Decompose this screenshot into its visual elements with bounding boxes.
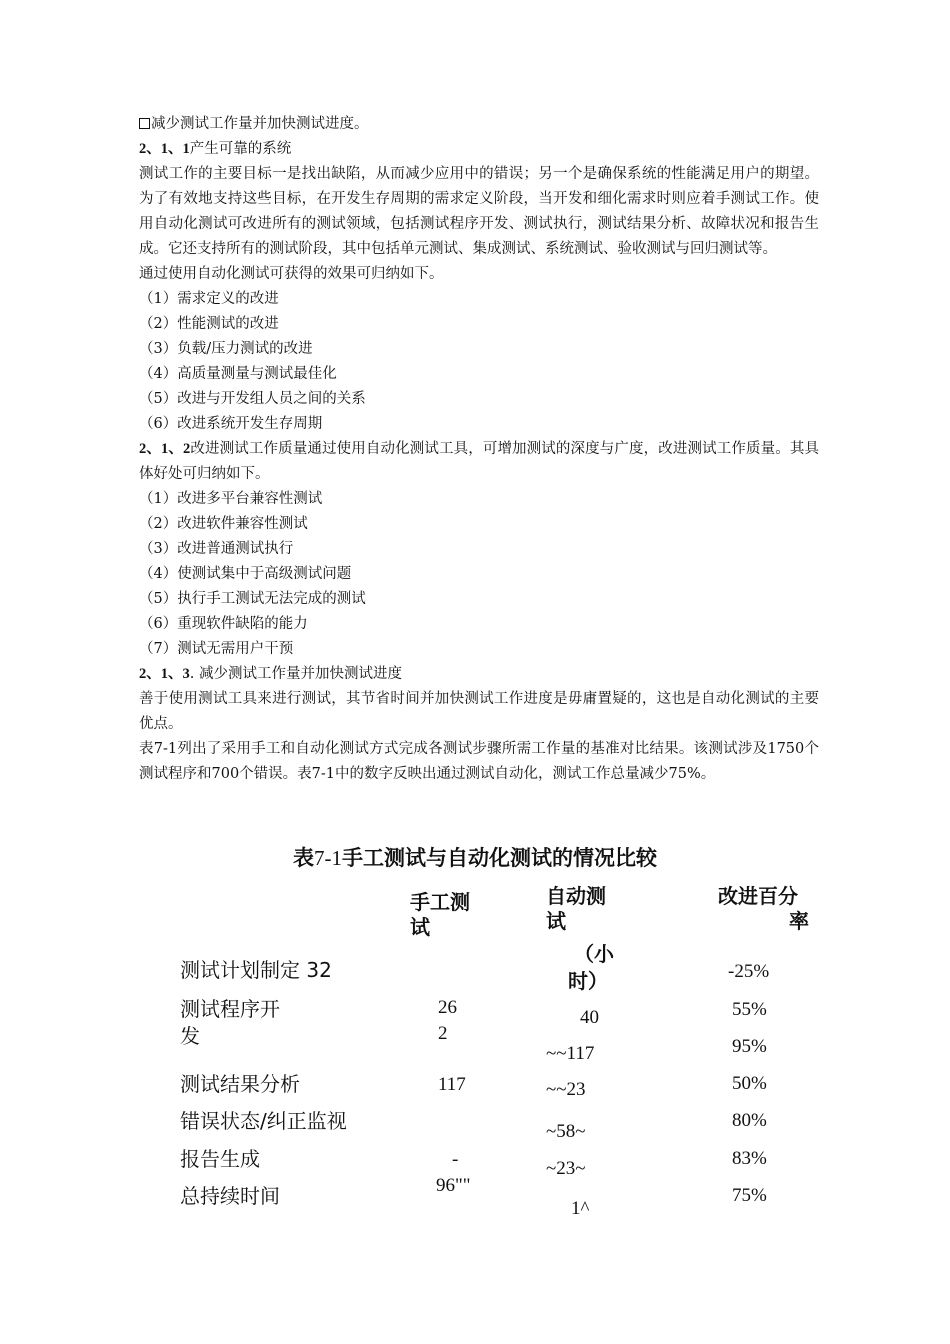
list-item: （1）需求定义的改进 — [139, 291, 279, 307]
header-improvement-cont: 率 — [789, 909, 809, 933]
checkbox-bullet-icon — [139, 118, 150, 129]
section-heading-2-1-2 — [139, 437, 819, 487]
improvement-value: -25% — [728, 961, 770, 982]
section-number: 2、1、3 — [139, 666, 190, 682]
header-manual: 手工测 — [410, 890, 470, 914]
paragraph-effects-intro: 通过使用自动化测试可获得的效果可归纳如下。 — [139, 266, 444, 282]
list-item: （5）改进与开发组人员之间的关系 — [139, 391, 366, 407]
lead-text: 减少测试工作量并加快测试进度。 — [151, 116, 369, 132]
table-title — [0, 842, 950, 872]
list-item: （6）重现软件缺陷的能力 — [139, 616, 308, 632]
section-number: 2、1、1 — [139, 141, 190, 157]
manual-value: 96"" — [436, 1175, 471, 1196]
document-body — [139, 112, 819, 787]
improvement-value: 83% — [732, 1148, 767, 1169]
row-label-test-development: 测试程序开 — [180, 997, 280, 1021]
manual-value: - — [452, 1149, 459, 1170]
list-item: （3）改进普通测试执行 — [139, 541, 294, 557]
list-item: （3）负载/压力测试的改进 — [139, 341, 313, 357]
improvement-value: 95% — [732, 1036, 767, 1057]
section-paragraph: 改进测试工作质量通过使用自动化测试工具，可增加测试的深度与广度，改进测试工作质量。其具体好处可归纳如下。 — [139, 441, 820, 482]
auto-value: ~58~ — [546, 1121, 586, 1142]
header-auto: 自动测 — [546, 884, 606, 908]
auto-value: 1^ — [571, 1198, 590, 1219]
manual-value: 2 — [438, 1023, 448, 1044]
section-number: 2、1、2 — [139, 441, 191, 457]
row-label-report-generation: 报告生成 — [180, 1147, 260, 1171]
auto-value: ~23~ — [546, 1158, 586, 1179]
unit-label: （小 — [574, 942, 614, 966]
header-auto-cont: 试 — [546, 909, 566, 933]
list-item: （7）测试无需用户干预 — [139, 641, 294, 657]
lead-line — [139, 112, 819, 137]
row-label-total-duration: 总持续时间 — [180, 1184, 280, 1208]
paragraph-reliable-system: 测试工作的主要目标一是找出缺陷，从而减少应用中的错误；另一个是确保系统的性能满足用户的期望。为了有效地支持这些目标，在开发生存周期的需求定义阶段，当开发和细化需求时则应着手测试工作。使用自动化测试可改进所有的测试领域，包括测试程序开发、测试执行，测试结果分析、故障状况和报告生成。它还支持所有的测试阶段，其中包括单元测试、集成测试、系统测试、验收测试与回归测试等。 — [139, 166, 819, 257]
section-title: 产生可靠的系统 — [189, 141, 292, 157]
paragraph-tool-benefit: 善于使用测试工具来进行测试，其节省时间并加快测试工作进度是毋庸置疑的，这也是自动化测试的主要优点。 — [139, 691, 819, 732]
row-label-test-planning: 测试计划制定 32 — [180, 958, 332, 982]
manual-value: 26 — [438, 997, 457, 1018]
section-heading-2-1-3 — [139, 662, 819, 687]
list-item: （5）执行手工测试无法完成的测试 — [139, 591, 366, 607]
manual-value: 117 — [438, 1074, 466, 1095]
section-title: . 减少测试工作量并加快测试进度 — [189, 666, 402, 682]
section-heading-2-1-1 — [139, 137, 819, 162]
paragraph-table-intro: 表7-1列出了采用手工和自动化测试方式完成各测试步骤所需工作量的基准对比结果。该测试涉及1750个测试程序和700个错误。表7-1中的数字反映出通过测试自动化，测试工作总量减少75%。 — [139, 741, 819, 782]
list-item: （4）使测试集中于高级测试问题 — [139, 566, 352, 582]
list-item: （6）改进系统开发生存周期 — [139, 416, 323, 432]
list-item: （1）改进多平台兼容性测试 — [139, 491, 323, 507]
auto-value: ~~117 — [546, 1043, 595, 1064]
list-item: （2）性能测试的改进 — [139, 316, 279, 332]
table-title-prefix: 表 — [293, 846, 314, 870]
improvement-value: 50% — [732, 1073, 767, 1094]
auto-value: ~~23 — [546, 1079, 586, 1100]
row-label-result-analysis: 测试结果分析 — [180, 1072, 300, 1096]
row-label-test-development-cont: 发 — [180, 1024, 200, 1048]
improvement-value: 55% — [732, 999, 767, 1020]
row-label-defect-tracking: 错误状态/纠正监视 — [180, 1109, 347, 1133]
table-title-text: 手工测试与自动化测试的情况比较 — [342, 846, 657, 870]
list-item: （4）高质量测量与测试最佳化 — [139, 366, 337, 382]
auto-value: 40 — [580, 1007, 599, 1028]
table-number: 7-1 — [314, 846, 342, 870]
unit-label-cont: 时） — [568, 969, 608, 993]
list-item: （2）改进软件兼容性测试 — [139, 516, 308, 532]
improvement-value: 80% — [732, 1110, 767, 1131]
improvement-value: 75% — [732, 1185, 767, 1206]
header-manual-cont: 试 — [410, 915, 430, 939]
header-improvement: 改进百分 — [718, 884, 798, 908]
